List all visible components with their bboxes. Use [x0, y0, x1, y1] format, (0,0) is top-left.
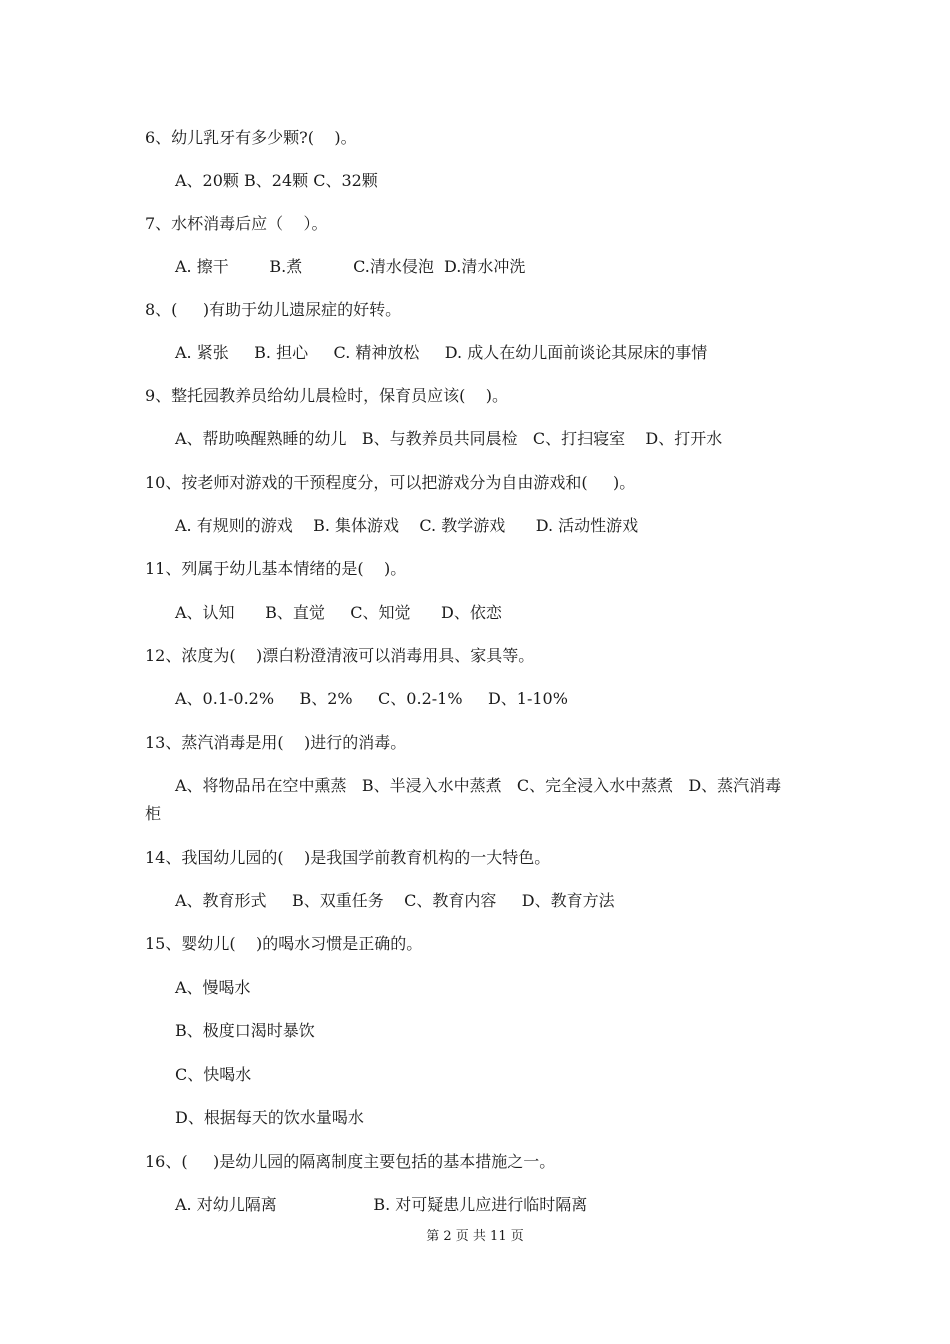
question-7-options: A. 擦干 B.煮 C.清水侵泡 D.清水冲洗: [175, 257, 526, 276]
question-9-options: A、帮助唤醒熟睡的幼儿 B、与教养员共同晨检 C、打扫寝室 D、打开水: [175, 429, 723, 448]
question-8-options: A. 紧张 B. 担心 C. 精神放松 D. 成人在幼儿面前谈论其尿床的事情: [175, 343, 708, 362]
question-6-options: A、20颗 B、24颗 C、32颗: [175, 171, 378, 190]
question-12-options: A、0.1-0.2% B、2% C、0.2-1% D、1-10%: [175, 689, 568, 708]
question-11-stem: 11、列属于幼儿基本情绪的是( )。: [145, 559, 407, 578]
question-10-options: A. 有规则的游戏 B. 集体游戏 C. 教学游戏 D. 活动性游戏: [175, 516, 639, 535]
question-16-options: A. 对幼儿隔离 B. 对可疑患儿应进行临时隔离: [175, 1195, 588, 1214]
question-10-stem: 10、按老师对游戏的干预程度分，可以把游戏分为自由游戏和( )。: [145, 473, 636, 492]
question-7-stem: 7、水杯消毒后应（ ）。: [145, 214, 328, 233]
question-6-stem: 6、幼儿乳牙有多少颗?( )。: [145, 128, 357, 147]
question-8-stem: 8、( )有助于幼儿遗尿症的好转。: [145, 300, 402, 319]
question-15-option-b: B、极度口渴时暴饮: [175, 1021, 315, 1040]
question-11-options: A、认知 B、直觉 C、知觉 D、依恋: [175, 603, 502, 622]
question-12-stem: 12、浓度为( )漂白粉澄清液可以消毒用具、家具等。: [145, 646, 535, 665]
question-13-options-continuation: 柜: [145, 804, 162, 823]
question-13-stem: 13、蒸汽消毒是用( )进行的消毒。: [145, 733, 407, 752]
question-15-option-a: A、慢喝水: [175, 978, 251, 997]
question-15-option-c: C、快喝水: [175, 1065, 252, 1084]
question-14-options: A、教育形式 B、双重任务 C、教育内容 D、教育方法: [175, 891, 615, 910]
question-9-stem: 9、整托园教养员给幼儿晨检时，保育员应该( )。: [145, 386, 509, 405]
question-13-options: A、将物品吊在空中熏蒸 B、半浸入水中蒸煮 C、完全浸入水中蒸煮 D、蒸汽消毒: [175, 776, 782, 795]
page-number-footer: 第 2 页 共 11 页: [426, 1229, 524, 1244]
question-16-stem: 16、( )是幼儿园的隔离制度主要包括的基本措施之一。: [145, 1152, 556, 1171]
question-14-stem: 14、我国幼儿园的( )是我国学前教育机构的一大特色。: [145, 848, 551, 867]
question-15-stem: 15、婴幼儿( )的喝水习惯是正确的。: [145, 934, 423, 953]
question-15-option-d: D、根据每天的饮水量喝水: [175, 1108, 364, 1127]
